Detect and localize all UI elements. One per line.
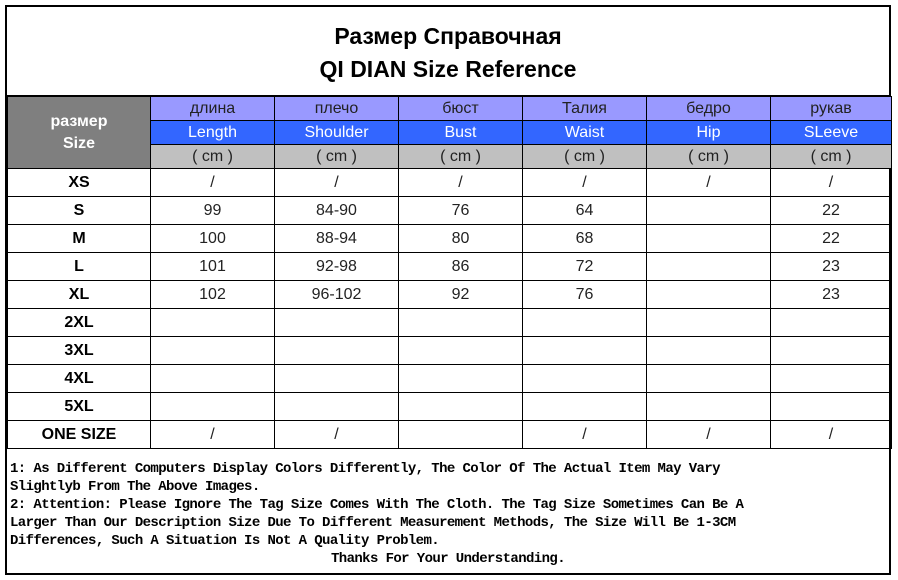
measurement-cell: 22 <box>771 197 892 225</box>
column-header-ru: Талия <box>523 97 647 121</box>
measurement-cell <box>275 309 399 337</box>
size-chart <box>5 5 891 575</box>
note-line: 1: As Different Computers Display Colors Differently, The Color Of The Actual Item May Vary <box>10 461 720 477</box>
measurement-cell <box>399 365 523 393</box>
measurement-cell: 80 <box>399 225 523 253</box>
table-row <box>8 393 892 421</box>
table-row <box>8 253 892 281</box>
title-box <box>7 7 889 97</box>
table-row <box>8 337 892 365</box>
measurement-cell <box>647 281 771 309</box>
column-header-ru: бюст <box>399 97 523 121</box>
measurement-cell <box>647 365 771 393</box>
measurement-cell <box>771 365 892 393</box>
measurement-cell: 86 <box>399 253 523 281</box>
measurement-cell: 22 <box>771 225 892 253</box>
measurement-cell <box>151 309 275 337</box>
measurement-cell <box>647 393 771 421</box>
column-header-en: Waist <box>523 121 647 145</box>
measurement-cell <box>523 309 647 337</box>
measurement-cell: 101 <box>151 253 275 281</box>
measurement-cell <box>151 337 275 365</box>
measurement-cell <box>523 393 647 421</box>
measurement-cell: / <box>275 421 399 449</box>
column-header-ru: плечо <box>275 97 399 121</box>
measurement-cell <box>647 337 771 365</box>
measurement-cell <box>399 309 523 337</box>
size-header-en: Size <box>62 134 95 152</box>
measurement-cell: / <box>523 169 647 197</box>
measurement-cell <box>523 337 647 365</box>
column-unit: ( cm ) <box>399 145 523 169</box>
measurement-cell: 92-98 <box>275 253 399 281</box>
measurement-cell <box>399 337 523 365</box>
size-label: XL <box>8 281 151 309</box>
measurement-cell <box>275 337 399 365</box>
measurement-cell <box>151 365 275 393</box>
measurement-cell: / <box>275 169 399 197</box>
note-line: 2: Attention: Please Ignore The Tag Size Comes With The Cloth. The Tag Size Sometimes Can Be A <box>10 497 744 513</box>
table-row <box>8 169 892 197</box>
measurement-cell: 88-94 <box>275 225 399 253</box>
measurement-cell: / <box>771 169 892 197</box>
table-row <box>8 309 892 337</box>
column-unit: ( cm ) <box>151 145 275 169</box>
size-label: S <box>8 197 151 225</box>
note-line: Slightlyb From The Above Images. <box>10 479 260 495</box>
measurement-cell: / <box>523 421 647 449</box>
table-row <box>8 421 892 449</box>
measurement-cell: 84-90 <box>275 197 399 225</box>
measurement-cell <box>647 253 771 281</box>
measurement-cell: / <box>771 421 892 449</box>
note-line: Differences, Such A Situation Is Not A Quality Problem. <box>10 533 440 549</box>
measurement-cell: / <box>647 421 771 449</box>
size-header-cell <box>8 97 151 169</box>
size-label: 4XL <box>8 365 151 393</box>
measurement-cell <box>399 393 523 421</box>
size-table <box>7 96 892 449</box>
column-unit: ( cm ) <box>647 145 771 169</box>
measurement-cell: / <box>399 169 523 197</box>
note-line: Larger Than Our Description Size Due To Different Measurement Methods, The Size Will Be 1-3CM <box>10 515 736 531</box>
notes <box>10 460 886 568</box>
measurement-cell: 23 <box>771 253 892 281</box>
measurement-cell: 76 <box>523 281 647 309</box>
header-row-ru <box>8 97 892 121</box>
size-label: M <box>8 225 151 253</box>
table-row <box>8 365 892 393</box>
column-header-en: Hip <box>647 121 771 145</box>
measurement-cell <box>151 393 275 421</box>
measurement-cell <box>771 309 892 337</box>
size-header-ru: размер <box>50 112 108 130</box>
column-header-ru: рукав <box>771 97 892 121</box>
column-unit: ( cm ) <box>523 145 647 169</box>
measurement-cell: 64 <box>523 197 647 225</box>
measurement-cell <box>275 365 399 393</box>
title-ru: Размер Справочная <box>334 23 562 49</box>
column-header-en: SLeeve <box>771 121 892 145</box>
measurement-cell: / <box>151 421 275 449</box>
measurement-cell: 92 <box>399 281 523 309</box>
measurement-cell: 96-102 <box>275 281 399 309</box>
measurement-cell <box>647 309 771 337</box>
size-label: ONE SIZE <box>8 421 151 449</box>
measurement-cell: 99 <box>151 197 275 225</box>
size-label: 3XL <box>8 337 151 365</box>
table-row <box>8 225 892 253</box>
measurement-cell: 72 <box>523 253 647 281</box>
table-row <box>8 197 892 225</box>
column-unit: ( cm ) <box>771 145 892 169</box>
column-unit: ( cm ) <box>275 145 399 169</box>
measurement-cell <box>647 225 771 253</box>
table-row <box>8 281 892 309</box>
column-header-ru: длина <box>151 97 275 121</box>
measurement-cell <box>647 197 771 225</box>
measurement-cell: / <box>647 169 771 197</box>
measurement-cell: 23 <box>771 281 892 309</box>
column-header-en: Length <box>151 121 275 145</box>
measurement-cell <box>399 421 523 449</box>
column-header-en: Shoulder <box>275 121 399 145</box>
measurement-cell: 102 <box>151 281 275 309</box>
size-label: XS <box>8 169 151 197</box>
measurement-cell: / <box>151 169 275 197</box>
measurement-cell: 76 <box>399 197 523 225</box>
size-label: 5XL <box>8 393 151 421</box>
measurement-cell: 100 <box>151 225 275 253</box>
thanks-line: Thanks For Your Understanding. <box>330 551 566 567</box>
measurement-cell <box>771 393 892 421</box>
column-header-en: Bust <box>399 121 523 145</box>
measurement-cell <box>523 365 647 393</box>
measurement-cell <box>771 337 892 365</box>
title-en: QI DIAN Size Reference <box>319 56 577 82</box>
column-header-ru: бедро <box>647 97 771 121</box>
size-label: L <box>8 253 151 281</box>
measurement-cell <box>275 393 399 421</box>
size-label: 2XL <box>8 309 151 337</box>
measurement-cell: 68 <box>523 225 647 253</box>
